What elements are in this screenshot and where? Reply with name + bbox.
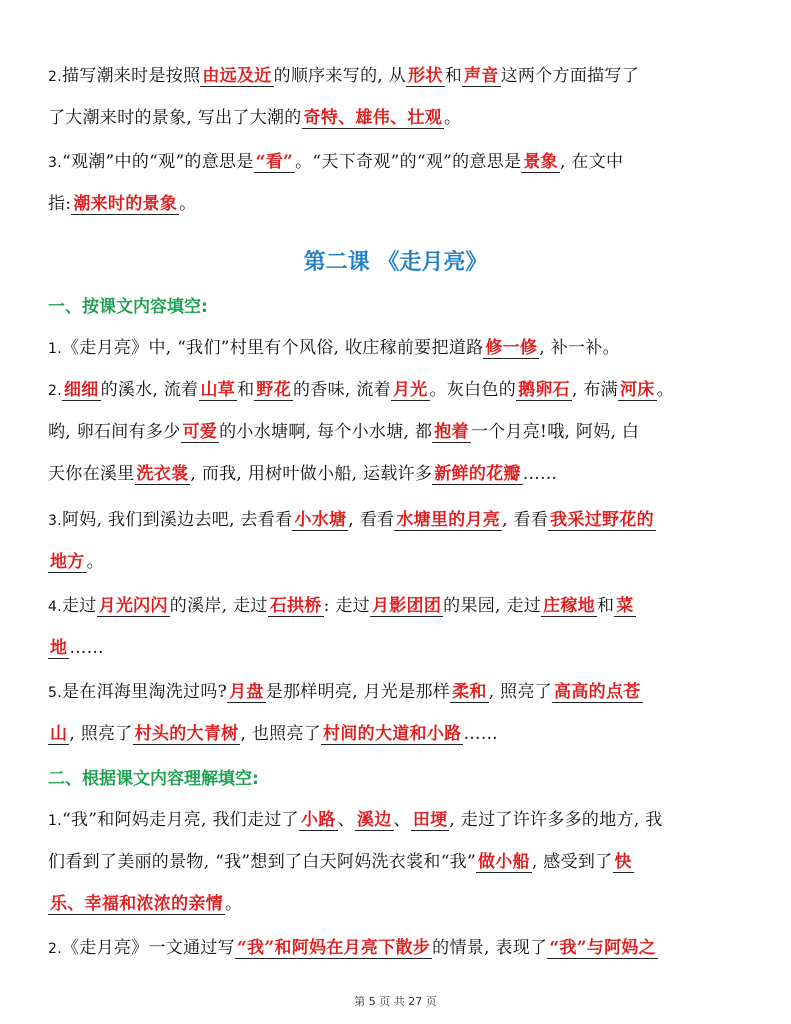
question-number: 3. [48, 513, 62, 529]
answer-blank: 抱着 [434, 422, 469, 442]
text: 天你在溪里 [48, 464, 135, 484]
s1-question-3-line-1 [48, 508, 747, 533]
answer-blank: 做小船 [477, 852, 530, 872]
question-number: 1. [48, 341, 62, 357]
answer-blank: 月光闪闪 [98, 596, 168, 616]
answer-blank: 石拱桥 [269, 596, 322, 616]
s2-question-1-line-3 [48, 892, 747, 916]
text: 是在洱海里淘洗过吗? [61, 682, 228, 702]
answer-blank: 景象 [523, 152, 558, 172]
s1-question-1 [48, 336, 747, 361]
s2-question-2 [48, 936, 747, 961]
text: , 走过了许许多多的地方, 我 [449, 810, 663, 830]
text: 的溪水, 流着 [100, 380, 199, 400]
text: , 感受到了 [531, 852, 613, 872]
text: 描写潮来时是按照 [61, 66, 201, 86]
s1-question-2-line-3 [48, 462, 747, 486]
answer-blank: 可爱 [182, 422, 218, 442]
text: , 照亮了 [488, 682, 553, 702]
answer-blank: 细细 [63, 380, 99, 400]
answer-blank: 乐、幸福和浓浓的亲情 [50, 894, 223, 914]
answer-blank: 潮来时的景象 [73, 194, 178, 214]
answer-blank: 声音 [464, 66, 499, 86]
answer-blank: 我采过野花的 [550, 510, 654, 530]
text: 。 [225, 894, 243, 914]
text: 们看到了美丽的景物, “我”想到了白天阿妈洗衣裳和“我” [48, 852, 476, 872]
answer-blank: 小路 [300, 810, 336, 830]
s1-question-2-line-1 [48, 378, 747, 403]
question-number: 2. [48, 69, 62, 85]
text: 是那样明亮, 月光是那样 [265, 682, 451, 702]
text: , 看看 [348, 510, 395, 530]
answer-blank: 月光 [392, 380, 428, 400]
text: 。 [656, 380, 674, 400]
text: 。灰白色的 [429, 380, 517, 400]
answer-blank: 新鲜的花瓣 [434, 464, 521, 484]
answer-blank: 庄稼地 [543, 596, 595, 616]
answer-blank: 快 [614, 852, 632, 872]
text: 。 [86, 552, 104, 572]
question-2-line-2 [48, 106, 747, 130]
text: 的香味, 流着 [293, 380, 391, 400]
s1-question-3-line-2 [48, 550, 747, 574]
text: 的情景, 表现了 [432, 938, 548, 958]
text: 。 [179, 194, 197, 214]
text: , 布满 [571, 380, 618, 400]
text: 和 [444, 66, 463, 86]
question-number: 5. [48, 685, 62, 701]
text: “观潮”中的“观”的意思是 [61, 152, 254, 172]
answer-blank: 月盘 [229, 682, 264, 702]
answer-blank: 溪边 [356, 810, 392, 830]
answer-blank: 山 [50, 724, 68, 744]
answer-blank: 村间的大道和小路 [323, 724, 462, 744]
s1-question-4-line-1 [48, 594, 747, 619]
text: , 照亮了 [69, 724, 133, 744]
text: 、 [337, 810, 355, 830]
question-number: 2. [48, 383, 62, 399]
text: , 看看 [502, 510, 549, 530]
text: 的小水塘啊, 每个小水塘, 都 [219, 422, 433, 442]
s1-question-2-line-2 [48, 420, 747, 444]
s1-question-5-line-1 [48, 680, 747, 705]
page-footer: 第 5 页 共 27 页 [354, 995, 437, 1008]
answer-blank: 山草 [200, 380, 236, 400]
answer-blank: 河床 [619, 380, 655, 400]
question-number: 2. [48, 941, 62, 957]
s2-question-1-line-1 [48, 808, 747, 833]
text: 阿妈, 我们到溪边去吧, 去看看 [61, 510, 293, 530]
answer-blank: 村头的大青树 [134, 724, 239, 744]
text: 一个月亮!哦, 阿妈, 白 [470, 422, 640, 442]
text: 《走月亮》中, “我们”村里有个风俗, 收庄稼前要把道路 [61, 338, 484, 358]
text: “我”和阿妈走月亮, 我们走过了 [61, 810, 299, 830]
answer-blank: 高高的点苍 [554, 682, 641, 702]
text: , 补一补。 [539, 338, 620, 358]
text: 了大潮来时的景象, 写出了大潮的 [48, 108, 302, 128]
text: 哟, 卵石间有多少 [48, 422, 181, 442]
question-3-line-2 [48, 192, 747, 216]
question-number: 1. [48, 813, 62, 829]
lesson-title: 第二课 《走月亮》 [303, 250, 488, 275]
text: : 走过 [323, 596, 370, 616]
text: 和 [596, 596, 615, 616]
answer-blank: 小水塘 [294, 510, 347, 530]
text: 走过 [61, 596, 97, 616]
question-number: 4. [48, 599, 62, 615]
answer-blank: 修一修 [485, 338, 538, 358]
s1-question-5-line-2 [48, 722, 747, 746]
text: 的顺序来写的, 从 [273, 66, 407, 86]
question-3-line-1 [48, 150, 747, 175]
answer-blank: 形状 [408, 66, 443, 86]
answer-blank: “我”与阿妈之 [549, 938, 657, 958]
s1-question-4-line-2 [48, 636, 747, 660]
answer-blank: 鹅卵石 [518, 380, 570, 400]
text: …… [69, 638, 104, 658]
answer-blank: 柔和 [452, 682, 487, 702]
answer-blank: “看” [255, 152, 294, 172]
answer-blank: 地 [50, 638, 68, 658]
text: 的溪岸, 走过 [169, 596, 268, 616]
text: , 也照亮了 [240, 724, 322, 744]
answer-blank: 洗衣裳 [136, 464, 189, 484]
text: , 在文中 [559, 152, 624, 172]
answer-blank: 田埂 [412, 810, 448, 830]
text: 这两个方面描写了 [500, 66, 640, 86]
answer-blank: 月影团团 [371, 596, 442, 616]
section-heading-1: 一、按课文内容填空: [48, 297, 208, 317]
text: 指: [48, 194, 72, 214]
text: 。“天下奇观”的“观”的意思是 [295, 152, 522, 172]
question-2-line-1 [48, 64, 747, 89]
text: , 而我, 用树叶做小船, 运载许多 [190, 464, 433, 484]
answer-blank: 野花 [256, 380, 292, 400]
answer-blank: 地方 [50, 552, 85, 572]
question-number: 3. [48, 155, 62, 171]
text: 。 [444, 108, 462, 128]
text: 、 [393, 810, 411, 830]
answer-blank: 奇特、雄伟、壮观 [303, 108, 443, 128]
answer-blank: “我”和阿妈在月亮下散步 [236, 938, 431, 958]
text: 《走月亮》一文通过写 [61, 938, 235, 958]
s2-question-1-line-2 [48, 850, 747, 874]
text: …… [463, 724, 499, 744]
answer-blank: 水塘里的月亮 [396, 510, 501, 530]
answer-blank: 由远及近 [202, 66, 272, 86]
text: 的果园, 走过 [443, 596, 542, 616]
section-heading-2: 二、根据课文内容理解填空: [48, 769, 259, 789]
text: 和 [237, 380, 255, 400]
text: …… [522, 464, 558, 484]
answer-blank: 菜 [616, 596, 634, 616]
